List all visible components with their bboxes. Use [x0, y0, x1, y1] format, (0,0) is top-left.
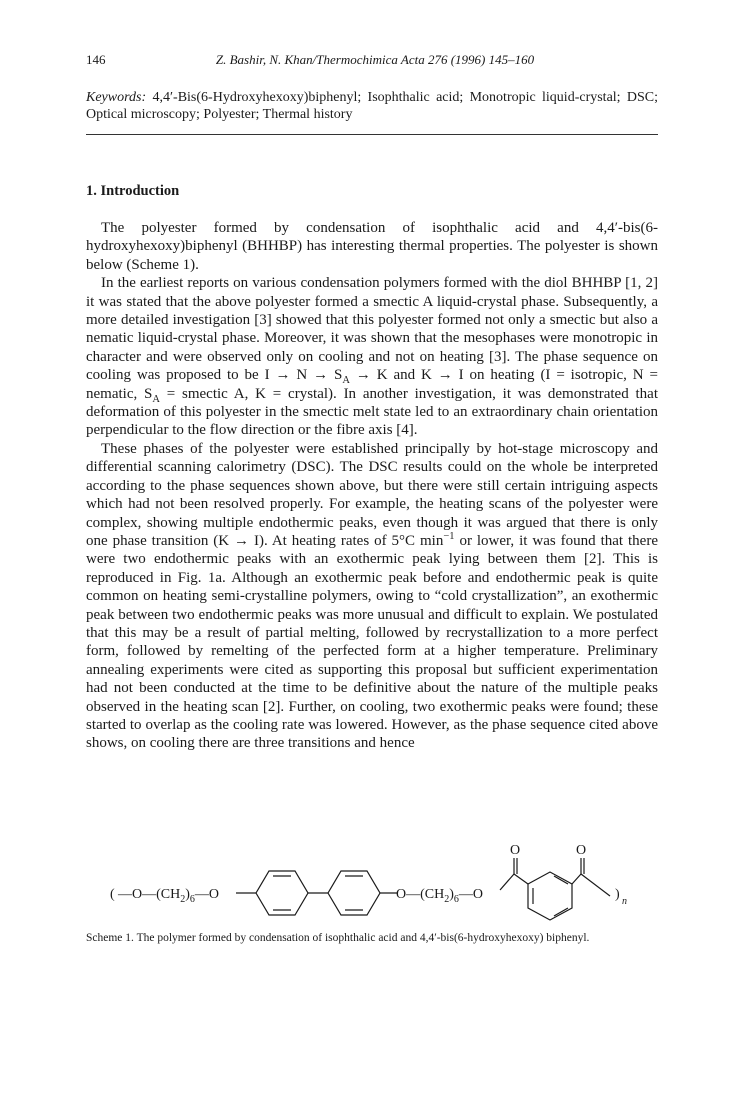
benzene-ring-1: [256, 871, 308, 915]
scheme-paren: ): [185, 887, 190, 902]
paragraph: [86, 274, 658, 440]
scheme-chain-left: —O—(CH: [118, 887, 181, 902]
paragraph: [86, 440, 658, 753]
keywords-text: 4,4′-Bis(6-Hydroxyhexoxy)biphenyl; Isophthalic acid; Monotropic liquid-crystal; DSC; Optical microscopy; Polyester; Thermal history: [86, 90, 659, 122]
keywords-label: Keywords:: [86, 90, 147, 105]
keywords-block: [86, 89, 658, 123]
scheme-carbonyl-o-1: O: [510, 843, 521, 858]
scheme-subscript: 6: [189, 894, 195, 905]
paragraph-text: In the earliest reports on various condensation polymers formed with the diol BHHBP [1, 2] it was stated that the above polyester formed a smectic A liquid-crystal phase. Subsequently, a more detailed investigation [3] showed that this polyester formed not only a smectic but also a nematic liquid-crystal phase. Moreover, it was shown that the mesophases were monotropic in character and were observed only on cooling and not on heating [3]. The phase sequence on cooling was proposed to be I → N → S: [86, 275, 658, 384]
scheme-open-paren: (: [110, 887, 115, 902]
benzene-ring-2: [328, 871, 380, 915]
scheme-carbonyl-o-2: O: [576, 843, 587, 858]
page-number: 146: [86, 52, 106, 67]
scheme-n: n: [622, 896, 627, 907]
section-divider: [86, 134, 658, 135]
body-text: [86, 219, 658, 753]
paragraph-text: These phases of the polyester were established principally by hot-stage microscopy and differential scanning calorimetry (DSC). The DSC results could on the whole be interpreted according to the phase sequences shown above, but there were still certain intriguing aspects which had not been resolved properly. For example, the heating scans of the polyester were complex, showing multiple endothermic peaks, even though it was argued that there is only one phase transition (K → I). At heating rates of 5°C min: [86, 440, 658, 549]
subscript: A: [342, 375, 350, 387]
running-title: Z. Bashir, N. Khan/Thermochimica Acta 276 (1996) 145–160: [215, 52, 535, 67]
scheme-subscript: 2: [444, 894, 450, 905]
paragraph-text: or lower, it was found that there were two endothermic peaks with an exothermic peak lying between them [2]. This is reproduced in Fig. 1a. Although an exothermic peak before and endothermic peak is quite common on heating semi-crystalline polymers, owing to “cold crystallization”, an exothermic peak between two endothermic peaks was more unusual and difficult to explain. We postulated that this may be a result of partial melting, followed by recrystallization to a more perfect form, followed by remelting of the perfected form at a higher temperature. Preliminary annealing experiments were cited as supporting this proposal but sufficient experimentation had not been conducted at the time to be definitive about the nature of the multiple peaks observed in the heating scan [2]. Further, on cooling, two exothermic peaks were found; these started to overlap as the cooling rate was lowered. However, as the phase sequence cited above shows, on cooling there are three transitions and hence: [86, 532, 658, 752]
paragraph-text: = smectic A, K = crystal). In another investigation, it was demonstrated that deformation of this polyester in the smectic melt state led to an extraordinary chain orientation perpendicular to the flow direction or the fibre axis [4].: [86, 385, 658, 439]
scheme-paren: ): [449, 887, 454, 902]
scheme-oxygen: —O: [194, 887, 220, 902]
svg-text:—O—(CH2)6—O: [117, 887, 219, 905]
scheme-subscript: 2: [180, 894, 186, 905]
benzene-ring-isophthalic: [528, 872, 572, 920]
scheme-subscript: 6: [453, 894, 459, 905]
section-title: 1. Introduction: [86, 183, 180, 199]
svg-text:O—(CH2)6—O: [396, 887, 483, 905]
scheme-oxygen: —O: [458, 887, 484, 902]
paragraph-text: → K and K → I on heating (I = isotropic, N = nematic, S: [86, 367, 658, 402]
scheme-chain-right: O—(CH: [396, 887, 445, 902]
scheme-caption: Scheme 1. The polymer formed by condensation of isophthalic acid and 4,4′-bis(6-hydroxyhexoxy) biphenyl.: [86, 932, 590, 944]
running-header: [86, 52, 664, 70]
scheme-close-paren: ): [615, 887, 620, 902]
superscript: −1: [443, 530, 455, 542]
paragraph: The polyester formed by condensation of isophthalic acid and 4,4′-bis(6-hydroxyhexoxy)biphenyl (BHHBP) has interesting thermal properties. The polyester is shown below (Scheme 1).: [86, 220, 658, 273]
scheme-1-structure: [110, 838, 650, 930]
subscript: A: [152, 393, 160, 405]
